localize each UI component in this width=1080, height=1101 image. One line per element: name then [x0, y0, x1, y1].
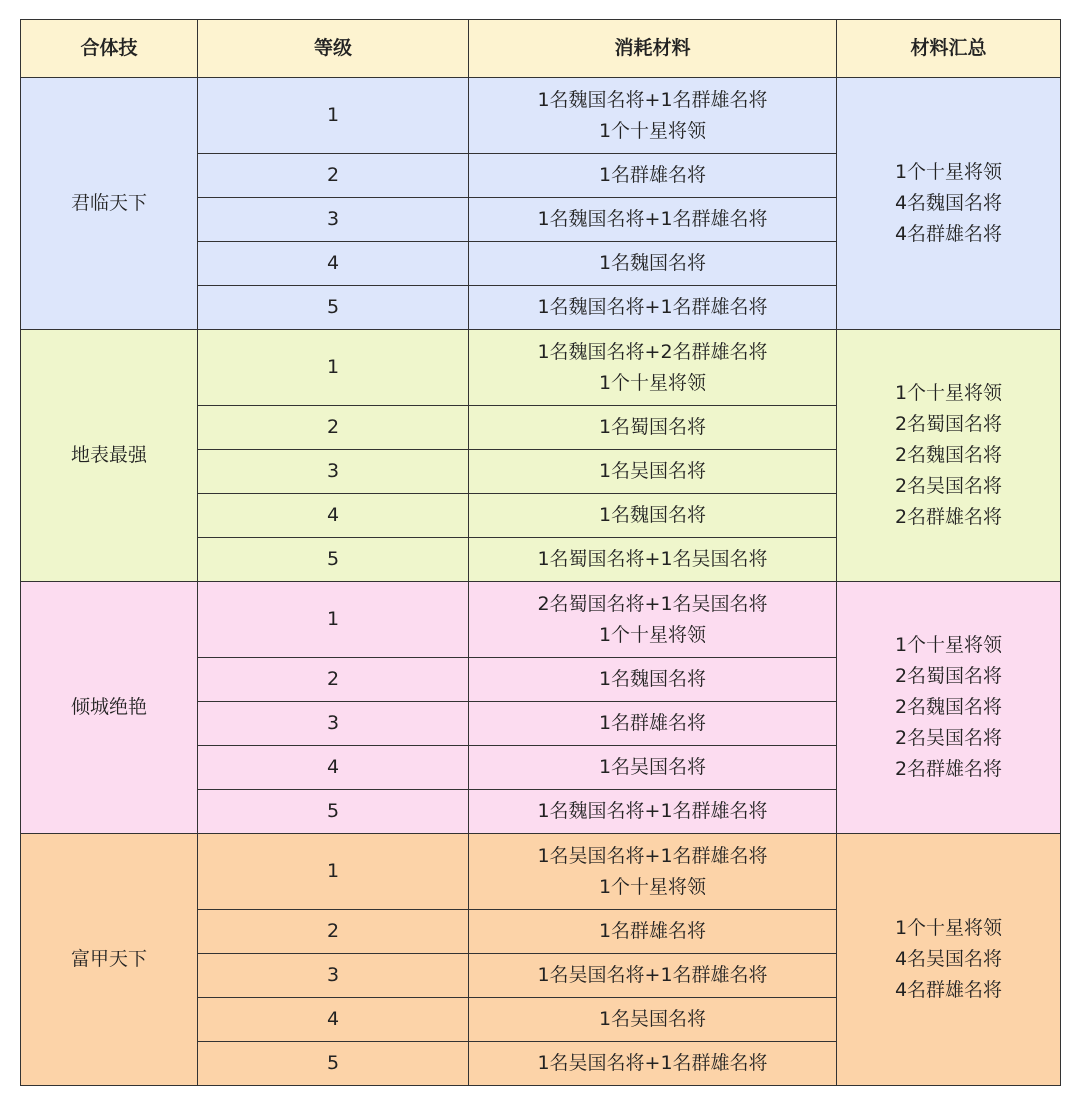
- summary-line: 2名吴国名将: [894, 475, 1003, 497]
- material-line: 1名吴国名将+1名群雄名将: [537, 1052, 768, 1074]
- material-line: 1名魏国名将+1名群雄名将: [537, 296, 768, 318]
- summary-line: 2名群雄名将: [894, 758, 1003, 780]
- materials-cell: [469, 330, 837, 406]
- summary-line: 4名魏国名将: [894, 192, 1003, 214]
- materials-cell: [469, 658, 837, 702]
- level-cell: 3: [198, 954, 469, 998]
- materials-cell: [469, 1042, 837, 1086]
- materials-cell: [469, 834, 837, 910]
- materials-cell: [469, 910, 837, 954]
- material-line: 1名蜀国名将+1名吴国名将: [537, 548, 768, 570]
- materials-cell: [469, 450, 837, 494]
- materials-cell: [469, 78, 837, 154]
- materials-cell: [469, 954, 837, 998]
- summary-cell: [837, 834, 1061, 1086]
- material-line: 1名魏国名将+2名群雄名将: [537, 340, 768, 363]
- skill-name-cell: 君临天下: [21, 78, 198, 330]
- summary-line: 4名群雄名将: [894, 223, 1003, 245]
- summary-line: 4名群雄名将: [894, 979, 1003, 1001]
- summary-line: 1个十星将领: [894, 382, 1003, 404]
- level-cell: 2: [198, 406, 469, 450]
- level-cell: 5: [198, 1042, 469, 1086]
- header-row: [21, 20, 1061, 78]
- level-cell: 2: [198, 910, 469, 954]
- material-line: 1名吴国名将+1名群雄名将: [537, 844, 768, 867]
- materials-cell: [469, 406, 837, 450]
- summary-line: 2名蜀国名将: [894, 665, 1003, 687]
- materials-cell: [469, 198, 837, 242]
- material-line: 1名蜀国名将: [598, 416, 707, 438]
- materials-cell: [469, 242, 837, 286]
- materials-cell: [469, 286, 837, 330]
- materials-cell: [469, 582, 837, 658]
- material-line: 1个十星将领: [598, 875, 707, 898]
- summary-line: 2名吴国名将: [894, 727, 1003, 749]
- level-cell: 4: [198, 494, 469, 538]
- combo-skill-table: [20, 19, 1061, 1086]
- summary-line: 1个十星将领: [894, 917, 1003, 939]
- header-materials: 消耗材料: [469, 20, 837, 78]
- materials-cell: [469, 538, 837, 582]
- materials-cell: [469, 494, 837, 538]
- material-line: 1个十星将领: [598, 623, 707, 646]
- level-cell: 2: [198, 154, 469, 198]
- material-line: 1名吴国名将: [598, 756, 707, 778]
- material-line: 1个十星将领: [598, 119, 707, 142]
- level-cell: 2: [198, 658, 469, 702]
- summary-line: 2名蜀国名将: [894, 413, 1003, 435]
- material-line: 1名群雄名将: [598, 164, 707, 186]
- summary-line: 2名魏国名将: [894, 444, 1003, 466]
- level-cell: 5: [198, 790, 469, 834]
- level-cell: 3: [198, 702, 469, 746]
- material-line: 2名蜀国名将+1名吴国名将: [537, 592, 768, 615]
- table-row: [21, 582, 1061, 658]
- material-line: 1名魏国名将+1名群雄名将: [537, 88, 768, 111]
- level-cell: 1: [198, 834, 469, 910]
- header-level: 等级: [198, 20, 469, 78]
- summary-cell: [837, 78, 1061, 330]
- material-line: 1名吴国名将: [598, 1008, 707, 1030]
- material-line: 1名吴国名将+1名群雄名将: [537, 964, 768, 986]
- materials-cell: [469, 746, 837, 790]
- material-line: 1名群雄名将: [598, 712, 707, 734]
- table-body: [21, 78, 1061, 1086]
- materials-cell: [469, 702, 837, 746]
- material-line: 1个十星将领: [598, 371, 707, 394]
- level-cell: 3: [198, 198, 469, 242]
- summary-line: 2名群雄名将: [894, 506, 1003, 528]
- level-cell: 4: [198, 746, 469, 790]
- level-cell: 1: [198, 582, 469, 658]
- material-line: 1名魏国名将: [598, 252, 707, 274]
- material-line: 1名魏国名将: [598, 504, 707, 526]
- header-skill: 合体技: [21, 20, 198, 78]
- summary-cell: [837, 582, 1061, 834]
- table-row: [21, 834, 1061, 910]
- materials-cell: [469, 790, 837, 834]
- materials-cell: [469, 998, 837, 1042]
- level-cell: 3: [198, 450, 469, 494]
- materials-cell: [469, 154, 837, 198]
- header-summary: 材料汇总: [837, 20, 1061, 78]
- summary-line: 1个十星将领: [894, 161, 1003, 183]
- material-line: 1名吴国名将: [598, 460, 707, 482]
- level-cell: 4: [198, 998, 469, 1042]
- level-cell: 5: [198, 286, 469, 330]
- summary-line: 4名吴国名将: [894, 948, 1003, 970]
- material-line: 1名群雄名将: [598, 920, 707, 942]
- skill-name-cell: 倾城绝艳: [21, 582, 198, 834]
- summary-cell: [837, 330, 1061, 582]
- summary-line: 1个十星将领: [894, 634, 1003, 656]
- level-cell: 1: [198, 330, 469, 406]
- summary-line: 2名魏国名将: [894, 696, 1003, 718]
- level-cell: 5: [198, 538, 469, 582]
- material-line: 1名魏国名将+1名群雄名将: [537, 208, 768, 230]
- material-line: 1名魏国名将+1名群雄名将: [537, 800, 768, 822]
- level-cell: 4: [198, 242, 469, 286]
- table-row: [21, 78, 1061, 154]
- level-cell: 1: [198, 78, 469, 154]
- table-row: [21, 330, 1061, 406]
- skill-name-cell: 地表最强: [21, 330, 198, 582]
- skill-name-cell: 富甲天下: [21, 834, 198, 1086]
- material-line: 1名魏国名将: [598, 668, 707, 690]
